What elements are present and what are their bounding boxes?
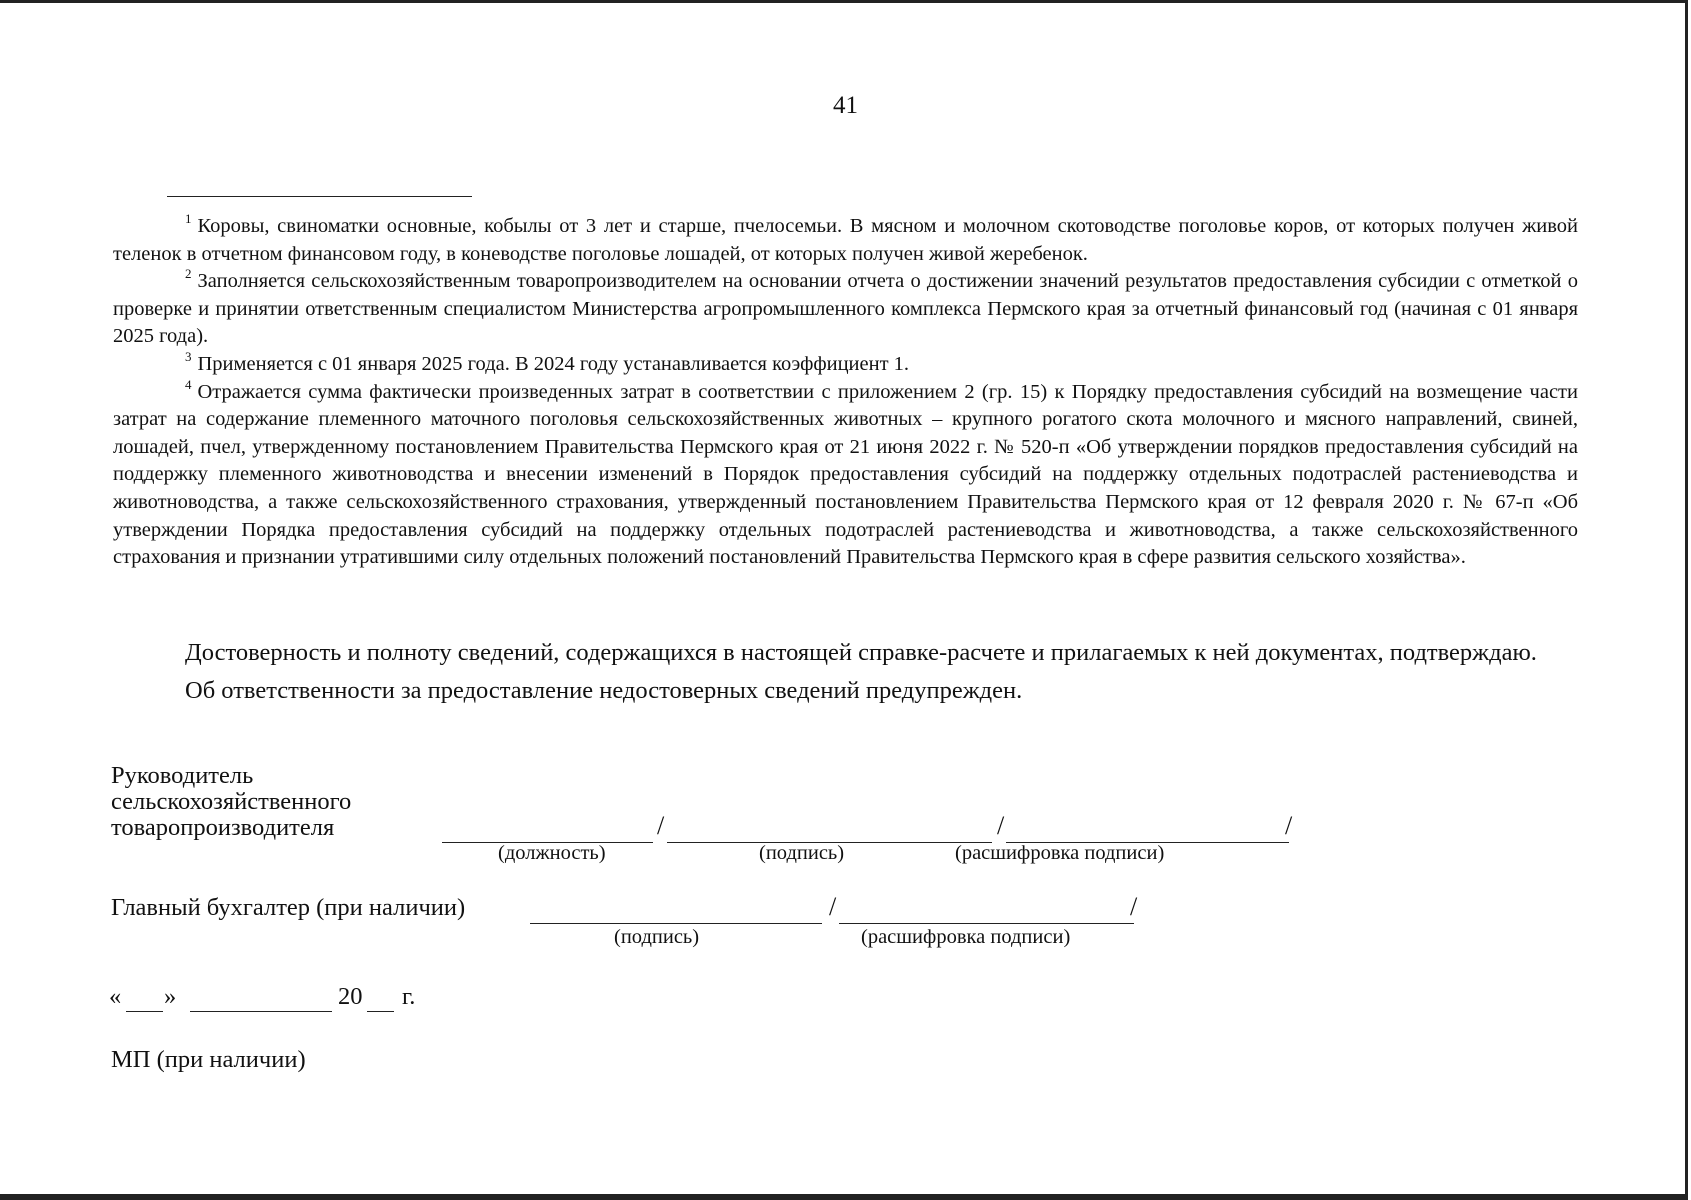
- caption-position: (должность): [498, 842, 606, 864]
- footnote-3: [113, 348, 1578, 379]
- year-field-line[interactable]: [367, 1011, 394, 1012]
- date-year-suffix: г.: [402, 983, 416, 1010]
- footnote-text: Коровы, свиноматки основные, кобылы от 3 лет и старше, пчелосемьи. В мясном и молочном скотоводстве поголовье коров, от которых получен живой теленок в отчетном финансовом году, в коневодстве поголовье лошадей, от которых получен живой жеребенок.: [113, 215, 1578, 265]
- footnote-separator: [167, 196, 472, 197]
- date-year-prefix: 20: [338, 983, 363, 1010]
- footnote-1: [113, 213, 1578, 268]
- month-field-line[interactable]: [190, 1011, 332, 1012]
- accountant-signature-line[interactable]: [530, 923, 822, 924]
- head-label-line: сельскохозяйственного: [111, 788, 352, 815]
- footnote-text: Отражается сумма фактически произведенных затрат в соответствии с приложением 2 (гр. 15) к Порядку предоставления субсидий на возмещение части затрат на содержание племенного маточного поголовья сельскохозяйственных животных – крупного рогатого скота молочного и мясного направлений, свиней, лошадей, пчел, утвержденному постановлением Правительства Пермского края от 21 июня 2022 г. № 520-п «Об утверждении порядков предоставления субсидий на поддержку племенного животноводства и внесении изменений в Порядок предоставления субсидий на поддержку отдельных подотраслей растениеводства и животноводства, а также сельскохозяйственного страхования, утвержденный постановлением Правительства Пермского края от 12 февраля 2020 г. № 67-п «Об утверждении Порядка предоставления субсидий на поддержку отдельных подотраслей растениеводства и животноводства, а также сельскохозяйственного страхования и признании утратившими силу отдельных положений постановлений Правительства Пермского края в сфере развития сельского хозяйства».: [113, 380, 1578, 569]
- stamp-label: МП (при наличии): [111, 1046, 306, 1073]
- declaration-text: [113, 636, 1578, 708]
- head-label-line: Руководитель: [111, 762, 254, 789]
- separator-slash: /: [997, 811, 1005, 840]
- accountant-decoding-line[interactable]: [839, 923, 1134, 924]
- footnote-mark: 3: [185, 348, 192, 364]
- separator-slash: /: [829, 892, 837, 921]
- separator-slash: /: [657, 811, 665, 840]
- warning-paragraph: Об ответственности за предоставление недостоверных сведений предупрежден.: [185, 677, 1023, 704]
- date-open-quote: «: [109, 983, 122, 1010]
- footnote-mark: 4: [185, 376, 192, 392]
- footnote-mark: 2: [185, 266, 192, 282]
- footnote-text: Применяется с 01 января 2025 года. В 2024 году устанавливается коэффициент 1.: [197, 352, 910, 375]
- head-label-line: товаропроизводителя: [111, 814, 335, 841]
- separator-slash: /: [1285, 811, 1293, 840]
- footnote-mark: 1: [185, 211, 192, 226]
- caption-decoding: (расшифровка подписи): [861, 926, 1071, 948]
- caption-signature: (подпись): [614, 926, 700, 948]
- date-close-quote: »: [164, 983, 177, 1010]
- caption-decoding: (расшифровка подписи): [955, 842, 1165, 864]
- footnote-2: [113, 268, 1578, 351]
- caption-signature: (подпись): [759, 842, 845, 864]
- page-number: 41: [833, 92, 858, 119]
- confirmation-paragraph: Достоверность и полноту сведений, содержащихся в настоящей справке-расчете и прилагаемых к ней документах, подтверждаю.: [185, 639, 1537, 666]
- accountant-label: Главный бухгалтер (при наличии): [111, 894, 466, 921]
- day-field-line[interactable]: [126, 1011, 163, 1012]
- separator-slash: /: [1130, 892, 1138, 921]
- footnotes: [113, 213, 1578, 572]
- footnote-text: Заполняется сельскохозяйственным товаропроизводителем на основании отчета о достижении значений результатов предоставления субсидии с отметкой о проверке и принятии ответственным специалистом Министерства агропромышленного комплекса Пермского края за отчетный финансовый год (начиная с 01 января 2025 года).: [113, 270, 1578, 348]
- head-signature-label: [111, 763, 351, 841]
- footnote-4: [113, 376, 1578, 572]
